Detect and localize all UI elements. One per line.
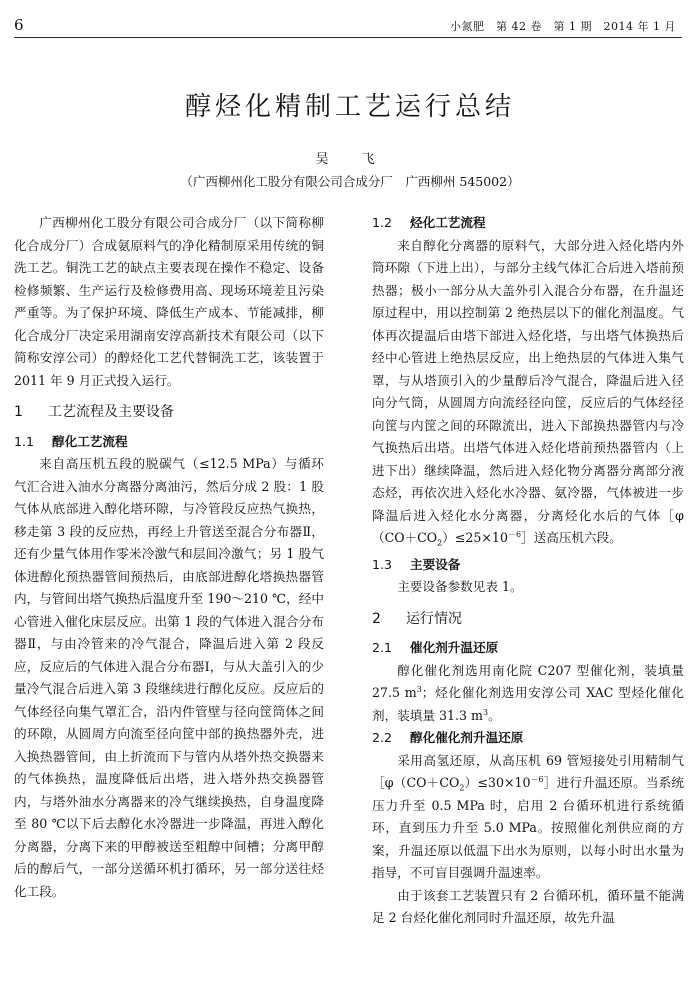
section-2-number: 2	[372, 610, 381, 627]
section-2-1-number: 2.1	[372, 640, 393, 655]
section-1-3-title: 主要设备	[410, 556, 461, 572]
superscript-exp: －6	[507, 529, 522, 539]
section-1-2-paragraph	[372, 235, 684, 550]
section-1-3-number: 1.3	[372, 556, 393, 572]
header-rule	[14, 37, 682, 38]
affiliation: （广西柳州化工股分有限公司合成分厂 广西柳州 545002）	[180, 174, 520, 189]
article-title: 醇烃化精制工艺运行总结	[184, 92, 515, 122]
section-2-2-paragraph	[372, 750, 684, 885]
section-2-title: 运行情况	[406, 610, 462, 627]
section-1-2-text-b: ）≤25×10	[442, 530, 508, 545]
section-2-1-text-b: ；烃化催化剂选用安淳公司 XAC 型烃化催化剂，装填量 31.3 m	[372, 685, 684, 723]
section-2-1-title: 催化剂升温还原	[410, 640, 499, 655]
section-2-1-paragraph	[372, 660, 684, 728]
section-1-2-number: 1.2	[372, 215, 393, 230]
superscript-exp-b: －6	[530, 774, 544, 784]
section-2-2-paragraph-2: 由于该套工艺装置只有 2 台循环机，循环量不能满足 2 台烃化催化剂同时升温还原，故先升温	[372, 887, 684, 925]
running-header: 小氮肥 第 42 卷 第 1 期 2014 年 1 月	[450, 20, 676, 33]
section-2-1-text-c: 。	[488, 707, 501, 723]
section-2-2-title: 醇化催化剂升温还原	[410, 730, 524, 745]
section-1-3-heading	[372, 554, 684, 577]
section-1-2-text-c: ］送高压机六段。	[521, 530, 622, 545]
section-1-1-number: 1.1	[14, 433, 35, 449]
section-2-1-heading	[372, 637, 684, 660]
section-1-2-heading	[372, 212, 684, 235]
section-1-1-title: 醇化工艺流程	[52, 433, 128, 449]
section-2-heading	[372, 608, 684, 631]
section-2-2-number: 2.2	[372, 730, 393, 745]
subscript-2b: 2	[459, 783, 465, 793]
left-column	[14, 212, 324, 903]
subscript-2: 2	[437, 538, 443, 548]
section-1-1-heading	[14, 431, 324, 454]
section-1-heading	[14, 401, 324, 424]
section-2-2-heading	[372, 727, 684, 750]
superscript-3b: 3	[482, 707, 489, 717]
section-2-2-text-a: 采用高氢还原，从高压机 69 管短接处引用精制气［φ（CO＋CO	[372, 752, 684, 790]
superscript-3a: 3	[416, 684, 422, 694]
section-1-2-title: 烃化工艺流程	[410, 215, 486, 230]
page-number: 6	[14, 16, 24, 34]
section-1-1-paragraph: 来自高压机五段的脱碳气（≤12.5 MPa）与循环气汇合进入油水分离器分离油污，然后分成 2 股：1 股气体从底部进入醇化塔环隙，与冷管段反应热气换热，移走第 3 段的反应热，再经上升管送至混合分布器Ⅱ，还有少量气体用作零米冷激气和层间冷激气；另 1 股气体进醇化预热器管间预热后，由底部进醇化塔换热器管内，与管间出塔气换热后温度升至 190～210 ℃，经中心管进入催化床层反应。出第 1 段的气体进入混合分布器Ⅱ，与由冷管来的冷气混合，降温后进入第 2 段反应，反应后的气体进入混合分布器Ⅰ，与从大盖引入的少量冷气混合后进入第 3 段继续进行醇化反应。反应后的气体经径向集气罩汇合，沿内件管壁与径向筐筒体之间的环隙，从圆周方向流至径向筐中部的换热器外壳，进入换热器管间，由上折流而下与管内从塔外热交换器来的气体换热，温度降低后出塔，进入塔外热交换器管内，与塔外油水分离器来的冷气继续换热，自身温度降至 80 ℃以下后去醇化水冷器进一步降温，再进入醇化分离器，分离下来的甲醇被送至粗醇中间槽；分离甲醇后的醇后气，一部分送循环机打循环，另一部分送往烃化工段。	[14, 456, 324, 899]
section-2-2-text-c: ］进行升温还原。当系统压力升至 0.5 MPa 时，启用 2 台循环机进行系统循环，直到压力升至 5.0 MPa。按照催化剂供应商的方案，升温还原以低温下出水为原则，以每小时出水量为指导，不可盲目强调升温速率。	[372, 775, 685, 880]
section-2-1-text-a: 醇化催化剂选用南化院 C207 型催化剂，装填量 27.5 m	[372, 662, 684, 700]
intro-paragraph: 广西柳州化工股分有限公司合成分厂（以下简称柳化合成分厂）合成氨原料气的净化精制原采用传统的铜洗工艺。铜洗工艺的缺点主要表现在操作不稳定、设备检修频繁、生产运行及检修费用高、现场环境差且污染严重等。为了保护环境、降低生产成本、节能减排，柳化合成分厂决定采用湖南安淳高新技术有限公司（以下简称安淳公司）的醇烃化工艺代替铜洗工艺，该装置于 2011 年 9 月正式投入运行。	[14, 215, 324, 388]
section-1-3-paragraph: 主要设备参数见表 1。	[397, 579, 523, 594]
section-1-number: 1	[14, 404, 23, 420]
right-column	[372, 212, 684, 930]
section-1-title: 工艺流程及主要设备	[48, 404, 174, 420]
author: 吴 飞	[315, 152, 385, 167]
section-1-2-text-a: 来自醇化分离器的原料气，大部分进入烃化塔内外筒环隙（下进上出），与部分主线气体汇合后进入塔前预热器；极小一部分从大盖外引入混合分布器，在升温还原过程中，用以控制第 2 绝热层以下的催化剂温度。气体再次提温后由塔下部进入烃化塔，与出塔气体换热后经中心管进上绝热层反应，出上绝热层的气体进入集气罩，与从塔顶引入的少量醇后冷气混合，降温后进入径向分气筒，从圆周方向流经径向筐，反应后的气体经径向筐与内筐之间的环隙流出，进入下部换热器管内与冷气换热后出塔。出塔气体进入烃化塔前预热器管内（上进下出）继续降温，然后进入烃化物分离器分离部分液态烃，再依次进入烃化水冷器、氨冷器，气体被进一步降温后进入烃化水分离器，分离烃化水后的气体［φ（CO＋CO	[372, 237, 684, 545]
section-2-2-text-b: ）≤30×10	[464, 775, 531, 790]
